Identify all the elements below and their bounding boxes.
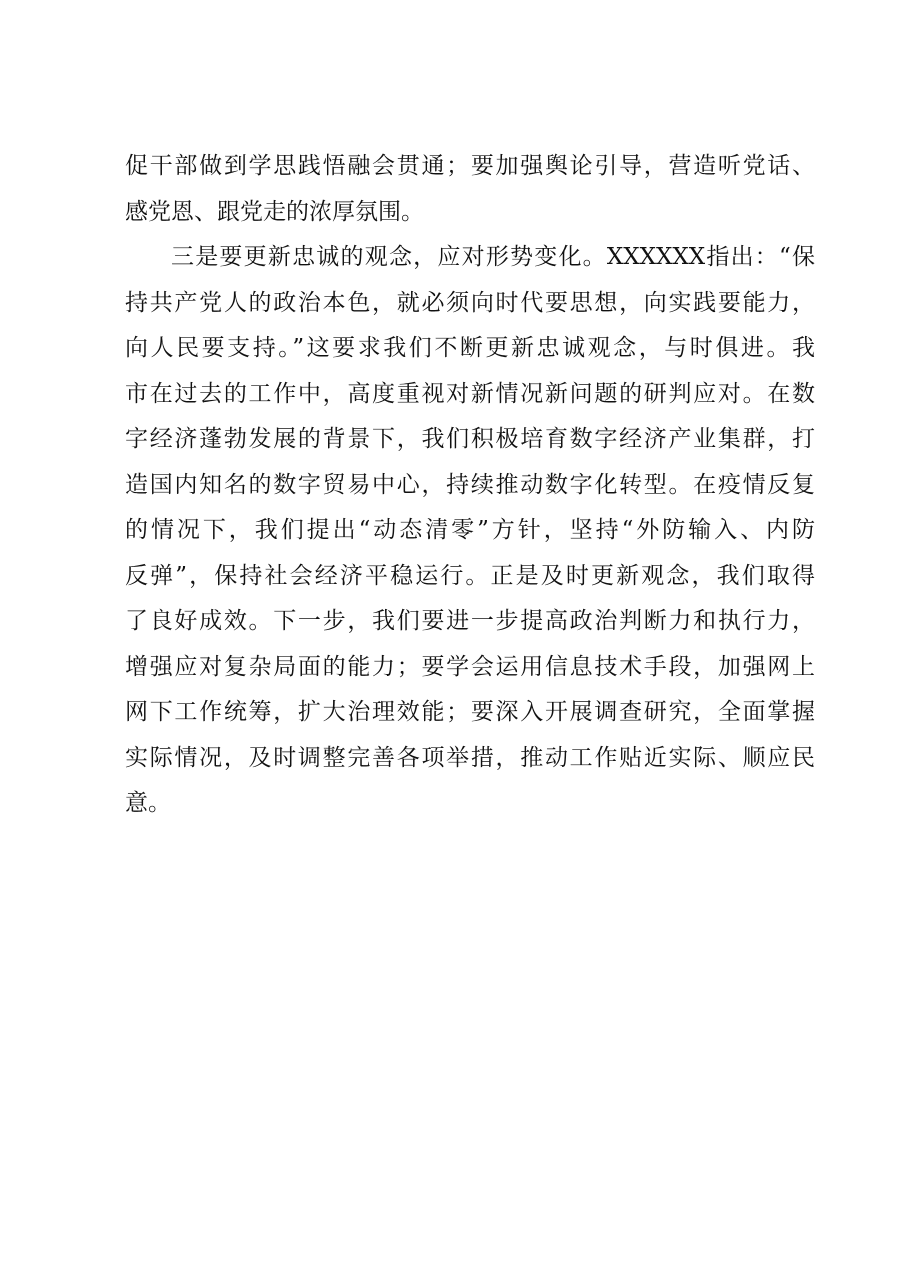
text-line: 网下工作统筹，扩大治理效能；要深入开展调查研究，全面掌握: [125, 699, 815, 725]
text-line: 造国内知名的数字贸易中心，持续推动数字化转型。在疫情反复: [125, 471, 815, 498]
text-line: 字经济蓬勃发展的背景下，我们积极培育数字经济产业集群，打: [125, 426, 815, 452]
text-line: 增强应对复杂局面的能力；要学会运用信息技术手段，加强网上: [125, 653, 815, 680]
text-line: 意。: [125, 790, 171, 816]
text-line: 向人民要支持。”这要求我们不断更新忠诚观念，与时俱进。我: [125, 335, 815, 361]
text-line: 的情况下，我们提出“动态清零”方针，坚持“外防输入、内防: [125, 517, 815, 543]
paragraph-start-line: 三是要更新忠诚的观念，应对形势变化。XXXXXX指出：“保: [171, 244, 815, 270]
text-line: 持共产党人的政治本色，就必须向时代要思想，向实践要能力，: [125, 289, 815, 316]
text-line: 实际情况，及时调整完善各项举措，推动工作贴近实际、顺应民: [125, 744, 815, 771]
text-line: 促干部做到学思践悟融会贯通；要加强舆论引导，营造听党话、: [125, 153, 815, 179]
text-line: 感党恩、跟党走的浓厚氛围。: [125, 198, 424, 225]
text-line: 反弹”，保持社会经济平稳运行。正是及时更新观念，我们取得: [125, 562, 815, 589]
body-text: [125, 144, 815, 827]
text-line: 市在过去的工作中，高度重视对新情况新问题的研判应对。在数: [125, 380, 815, 407]
text-line: 了良好成效。下一步，我们要进一步提高政治判断力和执行力，: [125, 608, 815, 634]
